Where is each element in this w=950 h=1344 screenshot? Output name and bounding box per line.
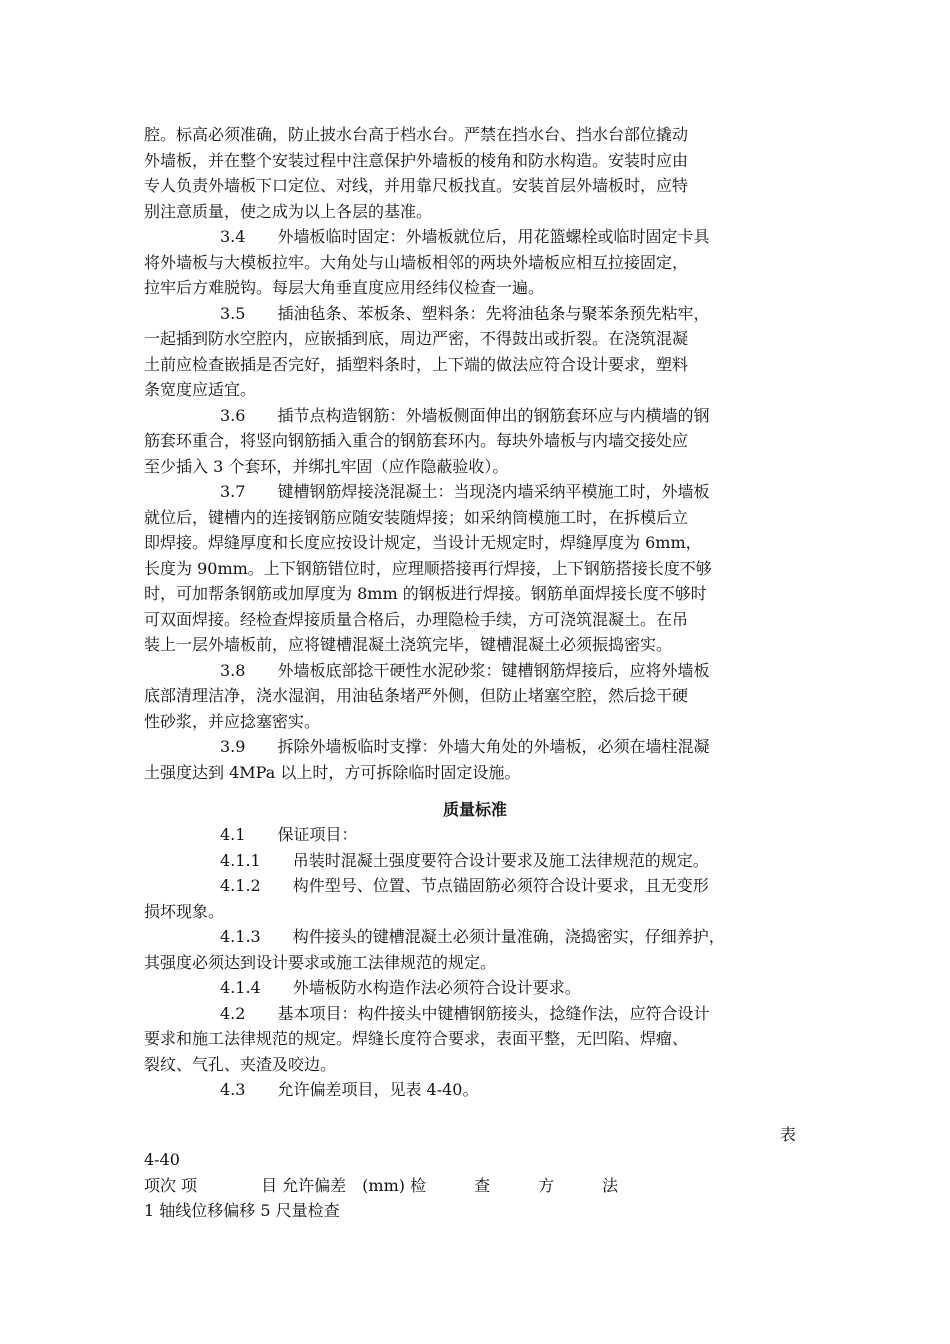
section-3-line: 3.8 外墙板底部捻干硬性水泥砂浆：键槽钢筋焊接后，应将外墙板 (220, 660, 710, 680)
section-3-line: 3.9 拆除外墙板临时支撑：外墙大角处的外墙板，必须在墙柱混凝 (220, 737, 710, 756)
section-4-line: 4.3 允许偏差项目，见表 4-40。 (220, 1080, 479, 1099)
section-3-line: 3.6 插节点构造钢筋：外墙板侧面伸出的钢筋套环应与内横墙的钢 (220, 405, 710, 425)
section-3-line: 筋套环重合，将竖向钢筋插入重合的钢筋套环内。每块外墙板与内墙交接处应 (144, 431, 689, 450)
section-3-line: 至少插入 3 个套环，并绑扎牢固（应作隐蔽验收）。 (144, 456, 509, 476)
section-3-line: 长度为 90mm。上下钢筋错位时，应理顺搭接再行焊接，上下钢筋搭接长度不够 (144, 558, 712, 578)
section-3-line: 腔。标高必须准确，防止披水台高于档水台。严禁在挡水台、挡水台部位撬动 (144, 125, 689, 144)
section-4-line: 损坏现象。 (144, 901, 225, 921)
section-3-line: 外墙板，并在整个安装过程中注意保护外墙板的棱角和防水构造。安装时应由 (144, 150, 689, 170)
section-3-line: 3.5 插油毡条、苯板条、塑料条：先将油毡条与聚苯条预先粘牢， (220, 303, 710, 323)
section-3-line: 将外墙板与大模板拉牢。大角处与山墙板相邻的两块外墙板应相互拉接固定， (144, 252, 689, 272)
section-3-line: 就位后，键槽内的连接钢筋应随安装随焊接；如采纳筒模施工时，在拆模后立 (144, 507, 689, 527)
section-3-line: 装上一层外墙板前，应将键槽混凝土浇筑完毕，键槽混凝土必须振捣密实。 (144, 635, 673, 654)
section-4-line: 4.1.3 构件接头的键槽混凝土必须计量准确，浇捣密实，仔细养护， (220, 927, 725, 946)
section-3-line: 土强度达到 4MPa 以上时，方可拆除临时固定设施。 (144, 762, 521, 782)
section-3-line: 可双面焊接。经检查焊接质量合格后，办理隐检手续，方可浇筑混凝土。在吊 (144, 609, 689, 629)
table-caption-label: 表 (779, 1125, 796, 1144)
section-4-body (144, 822, 814, 1103)
section-3-line: 拉牢后方难脱钩。每层大角垂直度应用经纬仪检查一遍。 (144, 278, 545, 297)
section-3-line: 时，可加帮条钢筋或加厚度为 8mm 的钢板进行焊接。钢筋单面焊接长度不够时 (144, 584, 707, 603)
section-4-line: 裂纹、气孔、夹渣及咬边。 (144, 1054, 337, 1074)
section-3-line: 即焊接。焊缝厚度和长度应按设计规定，当设计无规定时，焊缝厚度为 6mm， (144, 533, 702, 552)
table-header-row: 项次 项 目 允许偏差 (mm) 检 查 方 法 (144, 1175, 619, 1195)
section-3-line: 土前应检查嵌插是否完好，插塑料条时，上下端的做法应符合设计要求，塑料 (144, 354, 689, 374)
section-3-line: 3.7 键槽钢筋焊接浇混凝土：当现浇内墙采纳平模施工时，外墙板 (220, 482, 710, 501)
section-3-line: 3.4 外墙板临时固定：外墙板就位后，用花篮螺栓或临时固定卡具 (220, 227, 710, 246)
table-row: 1 轴线位移偏移 5 尺量检查 (144, 1201, 340, 1220)
section-4-line: 其强度必须达到设计要求或施工法律规范的规定。 (144, 952, 497, 972)
section-3-line: 一起插到防水空腔内，应嵌插到底，周边严密，不得鼓出或折裂。在浇筑混凝 (144, 329, 689, 348)
section-3-line: 性砂浆，并应捻塞密实。 (144, 711, 321, 731)
table-number: 4-40 (144, 1150, 180, 1169)
section-4-line: 4.2 基本项目：构件接头中键槽钢筋接头，捻缝作法，应符合设计 (220, 1003, 710, 1023)
section-4-line: 4.1.1 吊装时混凝土强度要符合设计要求及施工法律规范的规定。 (220, 850, 709, 870)
section-4-line: 4.1.2 构件型号、位置、节点锚固筋必须符合设计要求，且无变形 (220, 876, 709, 895)
section-3-line: 条宽度应适宜。 (144, 380, 257, 399)
section-4-line: 4.1 保证项目： (220, 825, 358, 844)
section-4-line: 4.1.4 外墙板防水构造作法必须符合设计要求。 (220, 978, 581, 997)
table-rows (144, 1198, 814, 1224)
section-3-body (144, 122, 814, 785)
section-3-line: 底部清理洁净，浇水湿润，用油毡条堵严外侧，但防止堵塞空腔，然后捻干硬 (144, 686, 689, 705)
table-block (144, 1147, 814, 1224)
section-4-line: 要求和施工法律规范的规定。焊缝长度符合要求，表面平整，无凹陷、焊瘤、 (144, 1029, 689, 1048)
section-3-line: 别注意质量，使之成为以上各层的基准。 (144, 201, 433, 221)
section-3-line: 专人负责外墙板下口定位、对线，并用靠尺板找直。安装首层外墙板时，应特 (144, 176, 689, 195)
section-heading: 质量标准 (442, 800, 507, 819)
